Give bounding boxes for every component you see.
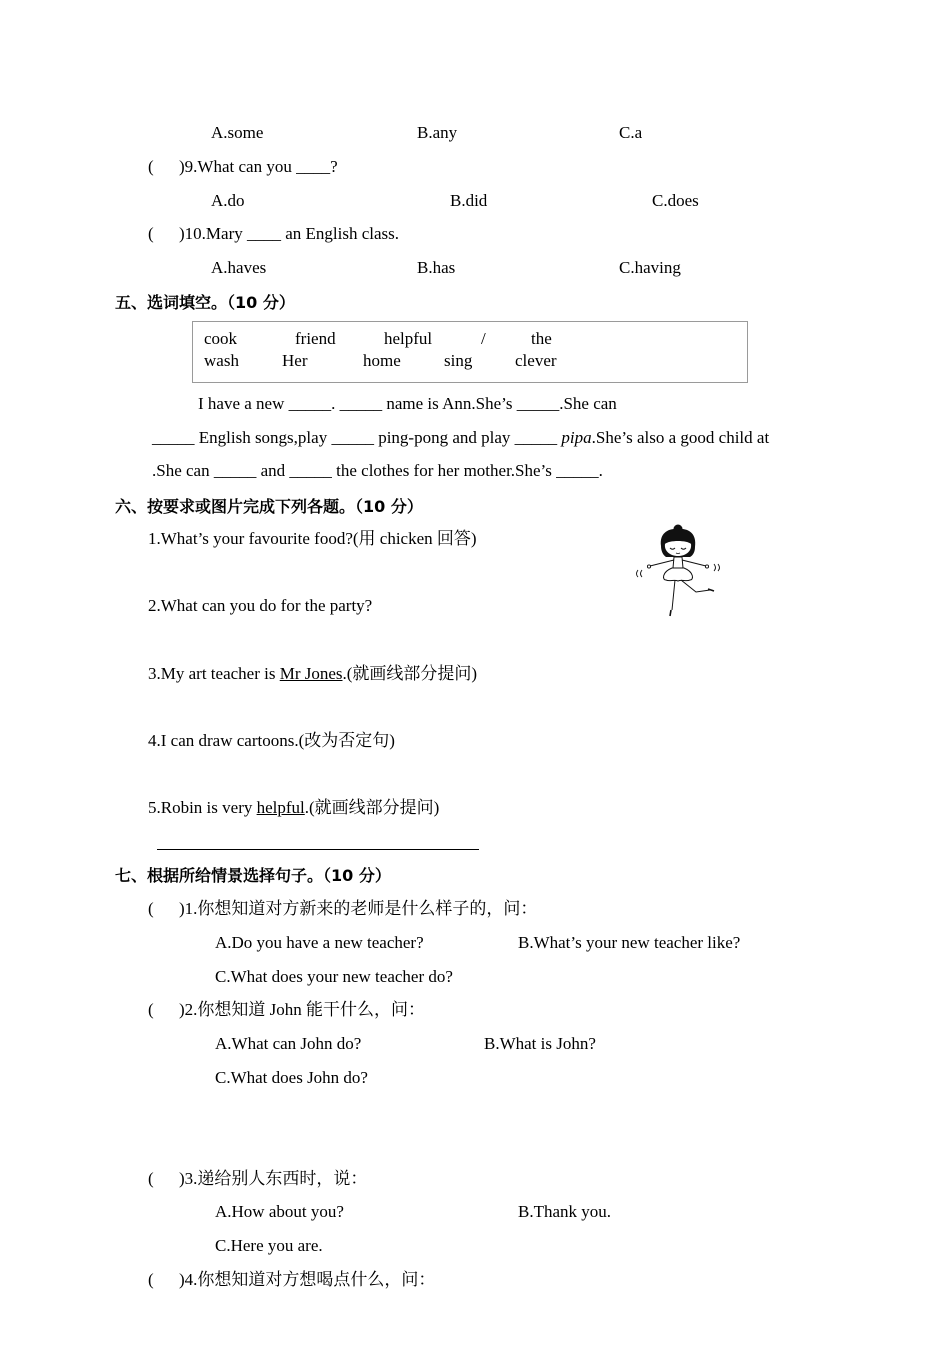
q8-option-c: C.a: [619, 123, 643, 142]
q9-option-a: A.do: [211, 191, 245, 210]
q8-option-a: A.some: [211, 123, 264, 142]
s7-q3-option-a: A.How about you?: [215, 1202, 344, 1221]
q8-option-b: B.any: [417, 123, 458, 142]
s7-q3-answer-paren[interactable]: (: [148, 1169, 154, 1188]
word-bank-item: home: [363, 351, 401, 370]
word-bank-item: clever: [515, 351, 557, 370]
s6-q5-prefix: 5.Robin is very: [148, 798, 257, 817]
word-bank-item: the: [531, 329, 552, 348]
s7-q1-option-a: A.Do you have a new teacher?: [215, 933, 424, 952]
dancing-girl-illustration: [628, 520, 728, 620]
s7-q2-answer-paren[interactable]: (: [148, 1000, 154, 1019]
s7-q2-option-b: B.What is John?: [484, 1034, 596, 1053]
s6-q5-answer-line[interactable]: [157, 849, 479, 850]
cloze-line-2: [152, 428, 769, 448]
s7-q4-prompt: )4.你想知道对方想喝点什么，问：: [179, 1270, 436, 1289]
s7-q1-option-c: C.What does your new teacher do?: [215, 967, 453, 986]
section6-heading: 六、按要求或图片完成下列各题。（10 分）: [115, 497, 423, 516]
s7-q1-prompt: )1.你想知道对方新来的老师是什么样子的，问：: [179, 899, 538, 918]
q10-answer-paren[interactable]: (: [148, 224, 154, 243]
word-bank-item: Her: [282, 351, 308, 370]
s6-q3-prefix: 3.My art teacher is: [148, 664, 280, 683]
s6-question-2: 2.What can you do for the party?: [148, 596, 373, 615]
word-bank-item: /: [481, 329, 486, 348]
cloze-line-2-start: _____ English songs,play _____ ping-pong and play _____: [152, 428, 562, 447]
cloze-line-3: .She can _____ and _____ the clothes for her mother.She’s _____.: [152, 461, 603, 480]
s6-q5-suffix: .(就画线部分提问): [304, 798, 440, 817]
q10-question: )10.Mary ____ an English class.: [179, 224, 400, 243]
q10-option-c: C.having: [619, 258, 681, 277]
s7-q2-prompt: )2.你想知道 John 能干什么，问：: [179, 1000, 426, 1019]
word-bank-item: cook: [204, 329, 238, 348]
word-bank-item: friend: [295, 329, 336, 348]
s7-q2-option-a: A.What can John do?: [215, 1034, 362, 1053]
section5-heading: 五、选词填空。（10 分）: [115, 293, 295, 312]
s7-q1-option-b: B.What’s your new teacher like?: [518, 933, 741, 952]
q10-option-b: B.has: [417, 258, 456, 277]
cloze-line-1: I have a new _____. _____ name is Ann.She’s _____.She can: [198, 394, 617, 413]
word-bank-item: sing: [444, 351, 473, 370]
s7-q3-option-c: C.Here you are.: [215, 1236, 323, 1255]
s6-q3-underlined: Mr Jones: [279, 664, 343, 683]
word-bank-item: helpful: [384, 329, 433, 348]
s7-q4-answer-paren[interactable]: (: [148, 1270, 154, 1289]
section7-heading: 七、根据所给情景选择句子。（10 分）: [115, 866, 391, 885]
s6-q5-underlined: helpful: [256, 798, 305, 817]
q9-answer-paren[interactable]: (: [148, 157, 154, 176]
s7-q2-option-c: C.What does John do?: [215, 1068, 368, 1087]
s7-q3-prompt: )3.递给别人东西时，说：: [179, 1169, 368, 1188]
q9-question: )9.What can you ____?: [179, 157, 338, 176]
cloze-italic-word: pipa: [561, 428, 592, 447]
s7-q1-answer-paren[interactable]: (: [148, 899, 154, 918]
q10-option-a: A.haves: [211, 258, 267, 277]
s6-question-1: 1.What’s your favourite food?(用 chicken 回答): [148, 529, 477, 548]
s6-question-4: 4.I can draw cartoons.(改为否定句): [148, 731, 395, 750]
s7-q3-option-b: B.Thank you.: [518, 1202, 612, 1221]
word-bank-item: wash: [204, 351, 239, 370]
q9-option-b: B.did: [450, 191, 488, 210]
s6-q3-suffix: .(就画线部分提问): [342, 664, 478, 683]
q9-option-c: C.does: [652, 191, 699, 210]
s6-question-5: [148, 798, 439, 818]
s6-question-3: [148, 664, 477, 684]
cloze-line-2-end: .She’s also a good child at: [591, 428, 770, 447]
